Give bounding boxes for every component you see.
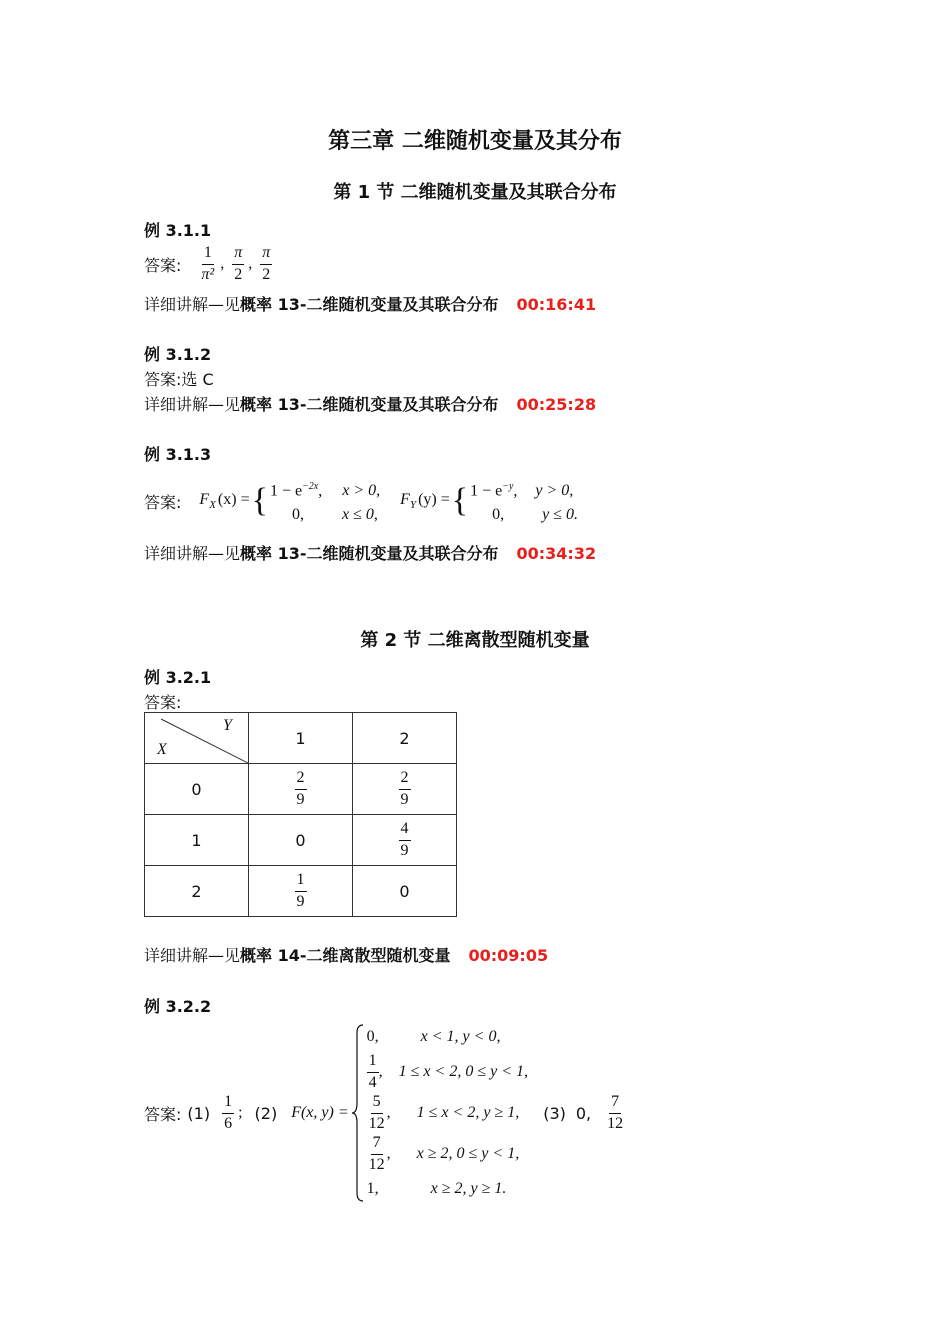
part-3-label: (3) xyxy=(543,1103,566,1123)
detail-prefix: 详细讲解—见 xyxy=(144,295,241,314)
example-3-1-1-detail xyxy=(144,292,596,315)
table-row-header: 1 xyxy=(145,815,249,866)
table-row xyxy=(145,815,457,866)
lecture-link[interactable]: 概率 13-二维随机变量及其联合分布 xyxy=(240,395,499,414)
header-x: X xyxy=(157,741,167,758)
example-3-1-3-answer xyxy=(144,476,578,526)
fraction: $\frac{7}{12}$ xyxy=(607,1093,624,1132)
case-row: 1, x ≥ 2, y ≥ 1. xyxy=(366,1180,507,1197)
example-3-2-2-label: 例 3.2.2 xyxy=(144,997,212,1016)
separator: , xyxy=(220,255,225,272)
table-cell xyxy=(249,764,353,815)
fy-lhs: $F_Y$ (y) = xyxy=(400,490,450,512)
example-3-2-2-answer xyxy=(144,1020,625,1206)
table-cell xyxy=(353,815,457,866)
semicolon: ; xyxy=(238,1104,243,1121)
example-3-1-2-detail xyxy=(144,392,596,415)
detail-prefix: 详细讲解—见 xyxy=(144,946,241,965)
brace xyxy=(351,1023,365,1203)
case-row: $\frac{7}{12}$ , x ≥ 2, 0 ≤ y < 1, xyxy=(368,1134,520,1173)
fraction: $\frac{2}{9}$ xyxy=(400,769,409,808)
example-3-2-1-detail xyxy=(144,943,548,966)
section-2-title: 第 2 节 二维离散型随机变量 xyxy=(360,630,590,651)
table-row xyxy=(145,764,457,815)
f-lhs: F(x, y) = xyxy=(291,1104,349,1121)
case-row: $\frac{5}{12}$ , 1 ≤ x < 2, y ≥ 1, (3) 0, $\frac{7}{12}$ xyxy=(368,1093,624,1132)
example-3-1-2-answer: 答案:选 C xyxy=(144,370,214,389)
example-3-1-1-answer xyxy=(144,243,272,285)
fraction: $\frac{4}{9}$ xyxy=(400,820,409,859)
fraction: $\frac{1}{6}$ xyxy=(224,1093,233,1132)
section-1-title: 第 1 节 二维随机变量及其联合分布 xyxy=(333,182,617,203)
fraction: $\frac{\pi}{2}$ xyxy=(262,244,271,283)
table-corner-cell xyxy=(145,713,249,764)
fy-cases: $1 - e^{-y}$, y > 0, 0, y ≤ 0. xyxy=(470,480,578,524)
table-row-header: 2 xyxy=(145,866,249,917)
table-cell xyxy=(353,764,457,815)
part-2-label: (2) xyxy=(254,1103,278,1123)
example-3-1-2-label: 例 3.1.2 xyxy=(144,345,212,364)
table-col-header: 2 xyxy=(353,713,457,764)
part-1-label: (1) xyxy=(187,1103,211,1123)
table-col-header: 1 xyxy=(249,713,353,764)
chapter-title: 第三章 二维随机变量及其分布 xyxy=(328,129,622,154)
brace: { xyxy=(251,482,268,519)
answer-label: 答案: xyxy=(144,255,182,275)
table-cell: 0 xyxy=(249,815,353,866)
example-3-2-1-label: 例 3.2.1 xyxy=(144,668,212,687)
timestamp[interactable]: 00:09:05 xyxy=(468,946,549,965)
lecture-link[interactable]: 概率 14-二维离散型随机变量 xyxy=(240,946,451,965)
timestamp[interactable]: 00:34:32 xyxy=(516,544,597,563)
timestamp[interactable]: 00:25:28 xyxy=(516,395,597,414)
example-3-1-1-label: 例 3.1.1 xyxy=(144,221,212,240)
table-cell: 0 xyxy=(353,866,457,917)
table-row-header: 0 xyxy=(145,764,249,815)
f-cases xyxy=(367,1023,626,1203)
detail-prefix: 详细讲解—见 xyxy=(144,544,241,563)
fraction: $\frac{2}{9}$ xyxy=(296,769,305,808)
header-y: Y xyxy=(223,717,232,734)
example-3-1-3-detail xyxy=(144,541,596,564)
fraction: $\frac{1}{\text{π²}}$ xyxy=(201,244,215,283)
case-row: 0, x < 1, y < 0, xyxy=(366,1028,501,1045)
separator: , xyxy=(248,255,253,272)
joint-distribution-table xyxy=(144,712,457,917)
example-3-2-1-answer-label: 答案: xyxy=(144,693,182,712)
fraction: $\frac{\pi}{2}$ xyxy=(234,244,243,283)
part-3-value: 0, xyxy=(575,1103,592,1123)
fx-lhs: $F_X$ (x) = xyxy=(199,490,250,512)
table-header-row xyxy=(145,713,457,764)
detail-prefix: 详细讲解—见 xyxy=(144,395,241,414)
case-row: $\frac{1}{4}$ , 1 ≤ x < 2, 0 ≤ y < 1, xyxy=(368,1052,528,1091)
table-cell xyxy=(249,866,353,917)
fx-cases: $1 - e^{-2x}$, x > 0, 0, x ≤ 0, xyxy=(269,480,381,524)
lecture-link[interactable]: 概率 13-二维随机变量及其联合分布 xyxy=(240,544,499,563)
lecture-link[interactable]: 概率 13-二维随机变量及其联合分布 xyxy=(240,295,499,314)
example-3-1-3-label: 例 3.1.3 xyxy=(144,445,212,464)
answer-label: 答案: xyxy=(144,492,182,512)
brace: { xyxy=(451,482,469,519)
timestamp[interactable]: 00:16:41 xyxy=(516,295,597,314)
table-row xyxy=(145,866,457,917)
fraction: $\frac{1}{9}$ xyxy=(296,871,305,910)
answer-label: 答案: xyxy=(144,1104,182,1124)
